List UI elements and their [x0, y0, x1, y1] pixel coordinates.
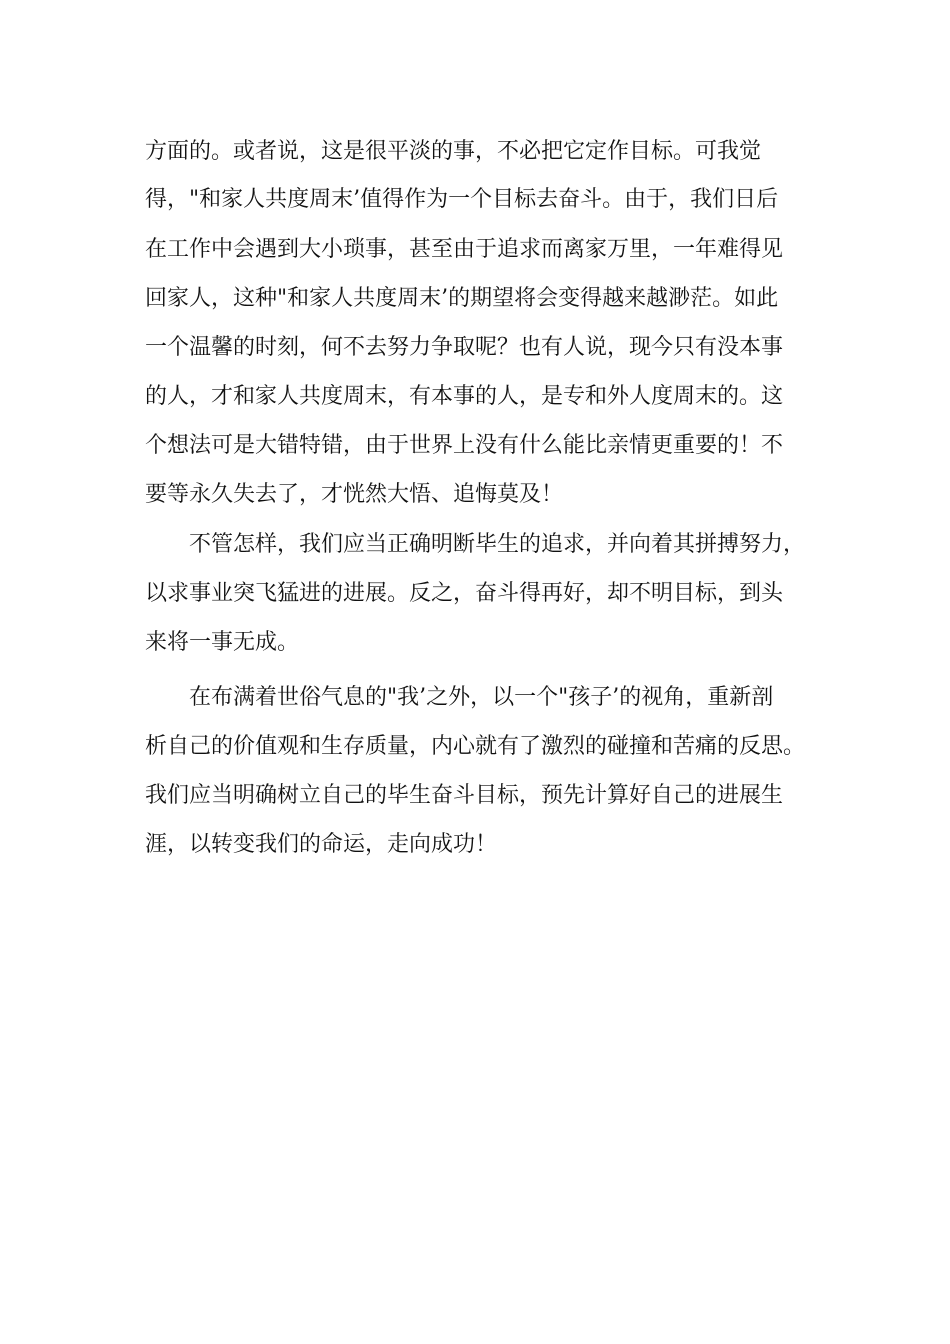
- text-line: 得，"和家人共度周末’值得作为一个目标去奋斗。由于，我们日后: [145, 187, 779, 212]
- text-line: 不管怎样，我们应当正确明断毕生的追求，并向着其拼搏努力，: [145, 532, 806, 557]
- text-line: 我们应当明确树立自己的毕生奋斗目标，预先计算好自己的进展生: [145, 783, 784, 808]
- text-line: 来将一事无成。: [145, 630, 300, 655]
- text-line: 要等永久失去了，才恍然大悟、追悔莫及！: [145, 482, 564, 507]
- text-line: 一个温馨的时刻，何不去努力争取呢？也有人说，现今只有没本事: [145, 335, 784, 360]
- text-line: 方面的。或者说，这是很平淡的事，不必把它定作目标。可我觉: [145, 139, 762, 164]
- text-line: 的人，才和家人共度周末，有本事的人，是专和外人度周末的。这: [145, 384, 784, 409]
- text-line: 以求事业突飞猛进的进展。反之，奋斗得再好，却不明目标，到头: [145, 581, 784, 606]
- text-line: 在布满着世俗气息的"我’之外，以一个"孩子’的视角，重新剖: [145, 685, 774, 710]
- text-line: 回家人，这种"和家人共度周末’的期望将会变得越来越渺茫。如此: [145, 286, 779, 311]
- text-line: 涯，以转变我们的命运，走向成功！: [145, 832, 498, 857]
- text-line: 个想法可是大错特错，由于世界上没有什么能比亲情更重要的！不: [145, 433, 784, 458]
- text-line: 在工作中会遇到大小琐事，甚至由于追求而离家万里，一年难得见: [145, 237, 784, 262]
- text-line: 析自己的价值观和生存质量，内心就有了激烈的碰撞和苦痛的反思。: [145, 734, 806, 759]
